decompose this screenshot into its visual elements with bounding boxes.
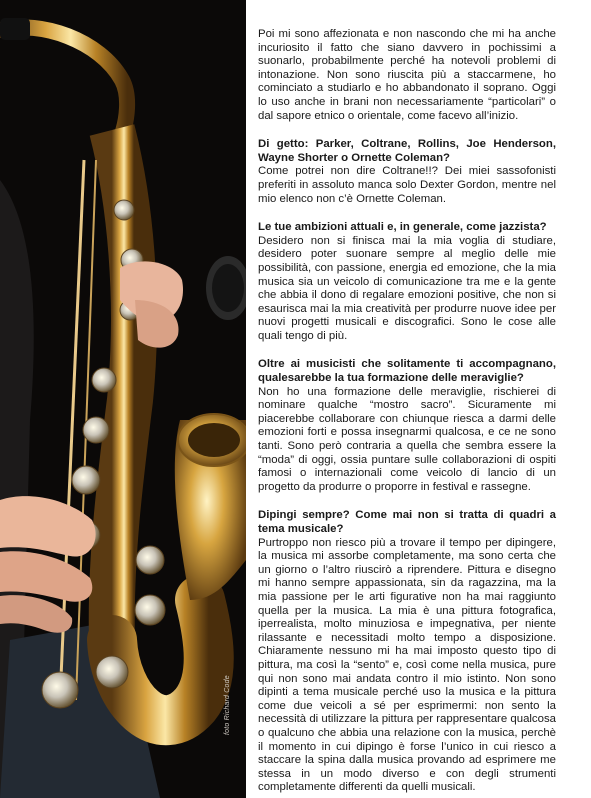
intro-paragraph: Poi mi sono affezionata e non nascondo che mi ha anche incuriosito il fatto che siano davvero in pochissimi a suonarlo, probabilmente perché ha notevoli problemi di intonazione. Non sono riuscita più a staccarmene, ho cominciato a studiarlo e ho abbandonato il soprano. Oggi lo uso anche in brani non necessariamente “particolari” o dal sapore etnico o orientale, come facevo all’inizio. (258, 28, 556, 122)
answer-paragraph: Non ho una formazione delle meraviglie, rischierei di nominare qualche “mostro sacro”. Sicuramente mi piacerebbe collaborare con chiunque riesca a darmi delle emozioni forti e possa insegnarmi qualcosa, e ce ne sono tanti. Sono però contraria a quella che sembra essere la “moda” di oggi, ossia puntare sulle collaborazioni di ospiti famosi o internazionali come veicolo di lancio di un progetto da produrre o proporre in festival e rassegne. (258, 385, 556, 493)
answer-paragraph: Come potrei non dire Coltrane!!? Dei miei sassofonisti preferiti in assoluto manca solo Dexter Gordon, mentre nel mio elenco non c’è Ornette Coleman. (258, 165, 556, 205)
photo-credit: foto Richard Code (224, 675, 231, 735)
article-body (258, 28, 556, 795)
answer-paragraph: Purtroppo non riesco più a trovare il tempo per dipingere, la musica mi assorbe completamente, ma sono certa che un giorno o l’altro riuscirò a riprendere. Pittura e disegno mi hanno sempre appassionata, sin da ragazzina, ma la mia passione per le arti figurative non ha mai raggiunto quella per la musica. La mia è una pittura fotografica, iperrealista, molto minuziosa e impegnativa, per niente rilassante e necessitadi molto tempo a disposizione. Chiaramente nessuno mi ha mai imposto questo tipo di pittura, ma così la “sento” e, così come nella musica, pure qui non sono mai andata contro il mio istinto. Non sono dipinti a tema musicale perché uso la musica e la pittura come due veicoli a sé per esprimermi: non sento la necessità di utilizzare la pittura per rappresentare qualcosa o qualcuno che abbia una relazione con la musica, perchè il momento in cui dipingo è forse l’unico in cui riesco a staccare la spina dalla musica provando ad esprimere me stessa in un modo diverso e con degli strumenti completamente differenti da quelli musicali. (258, 536, 556, 794)
question-heading: Di getto: Parker, Coltrane, Rollins, Joe Henderson, Wayne Shorter o Ornette Coleman? (258, 138, 556, 164)
answer-paragraph: Desidero non si finisca mai la mia voglia di studiare, desidero poter suonare sempre al meglio delle mie possibilità, con passione, energia ed emozione, che la mia musica sia un veicolo di comunicazione tra me e la gente che abbia il dono di regalare emozioni positive, che non si esaurisca mai la mia creatività per produrre nuove idee per nuovi progetti musicali e discografici. Sono le cose alle quali tengo di più. (258, 234, 556, 342)
question-heading: Dipingi sempre? Come mai non si tratta di quadri a tema musicale? (258, 509, 556, 535)
question-heading: Le tue ambizioni attuali e, in generale, come jazzista? (258, 221, 547, 234)
saxophone-photo (0, 0, 246, 798)
question-heading: Oltre ai musicisti che solitamente ti accompagnano, qualesarebbe la tua formazione delle meraviglie? (258, 358, 556, 385)
